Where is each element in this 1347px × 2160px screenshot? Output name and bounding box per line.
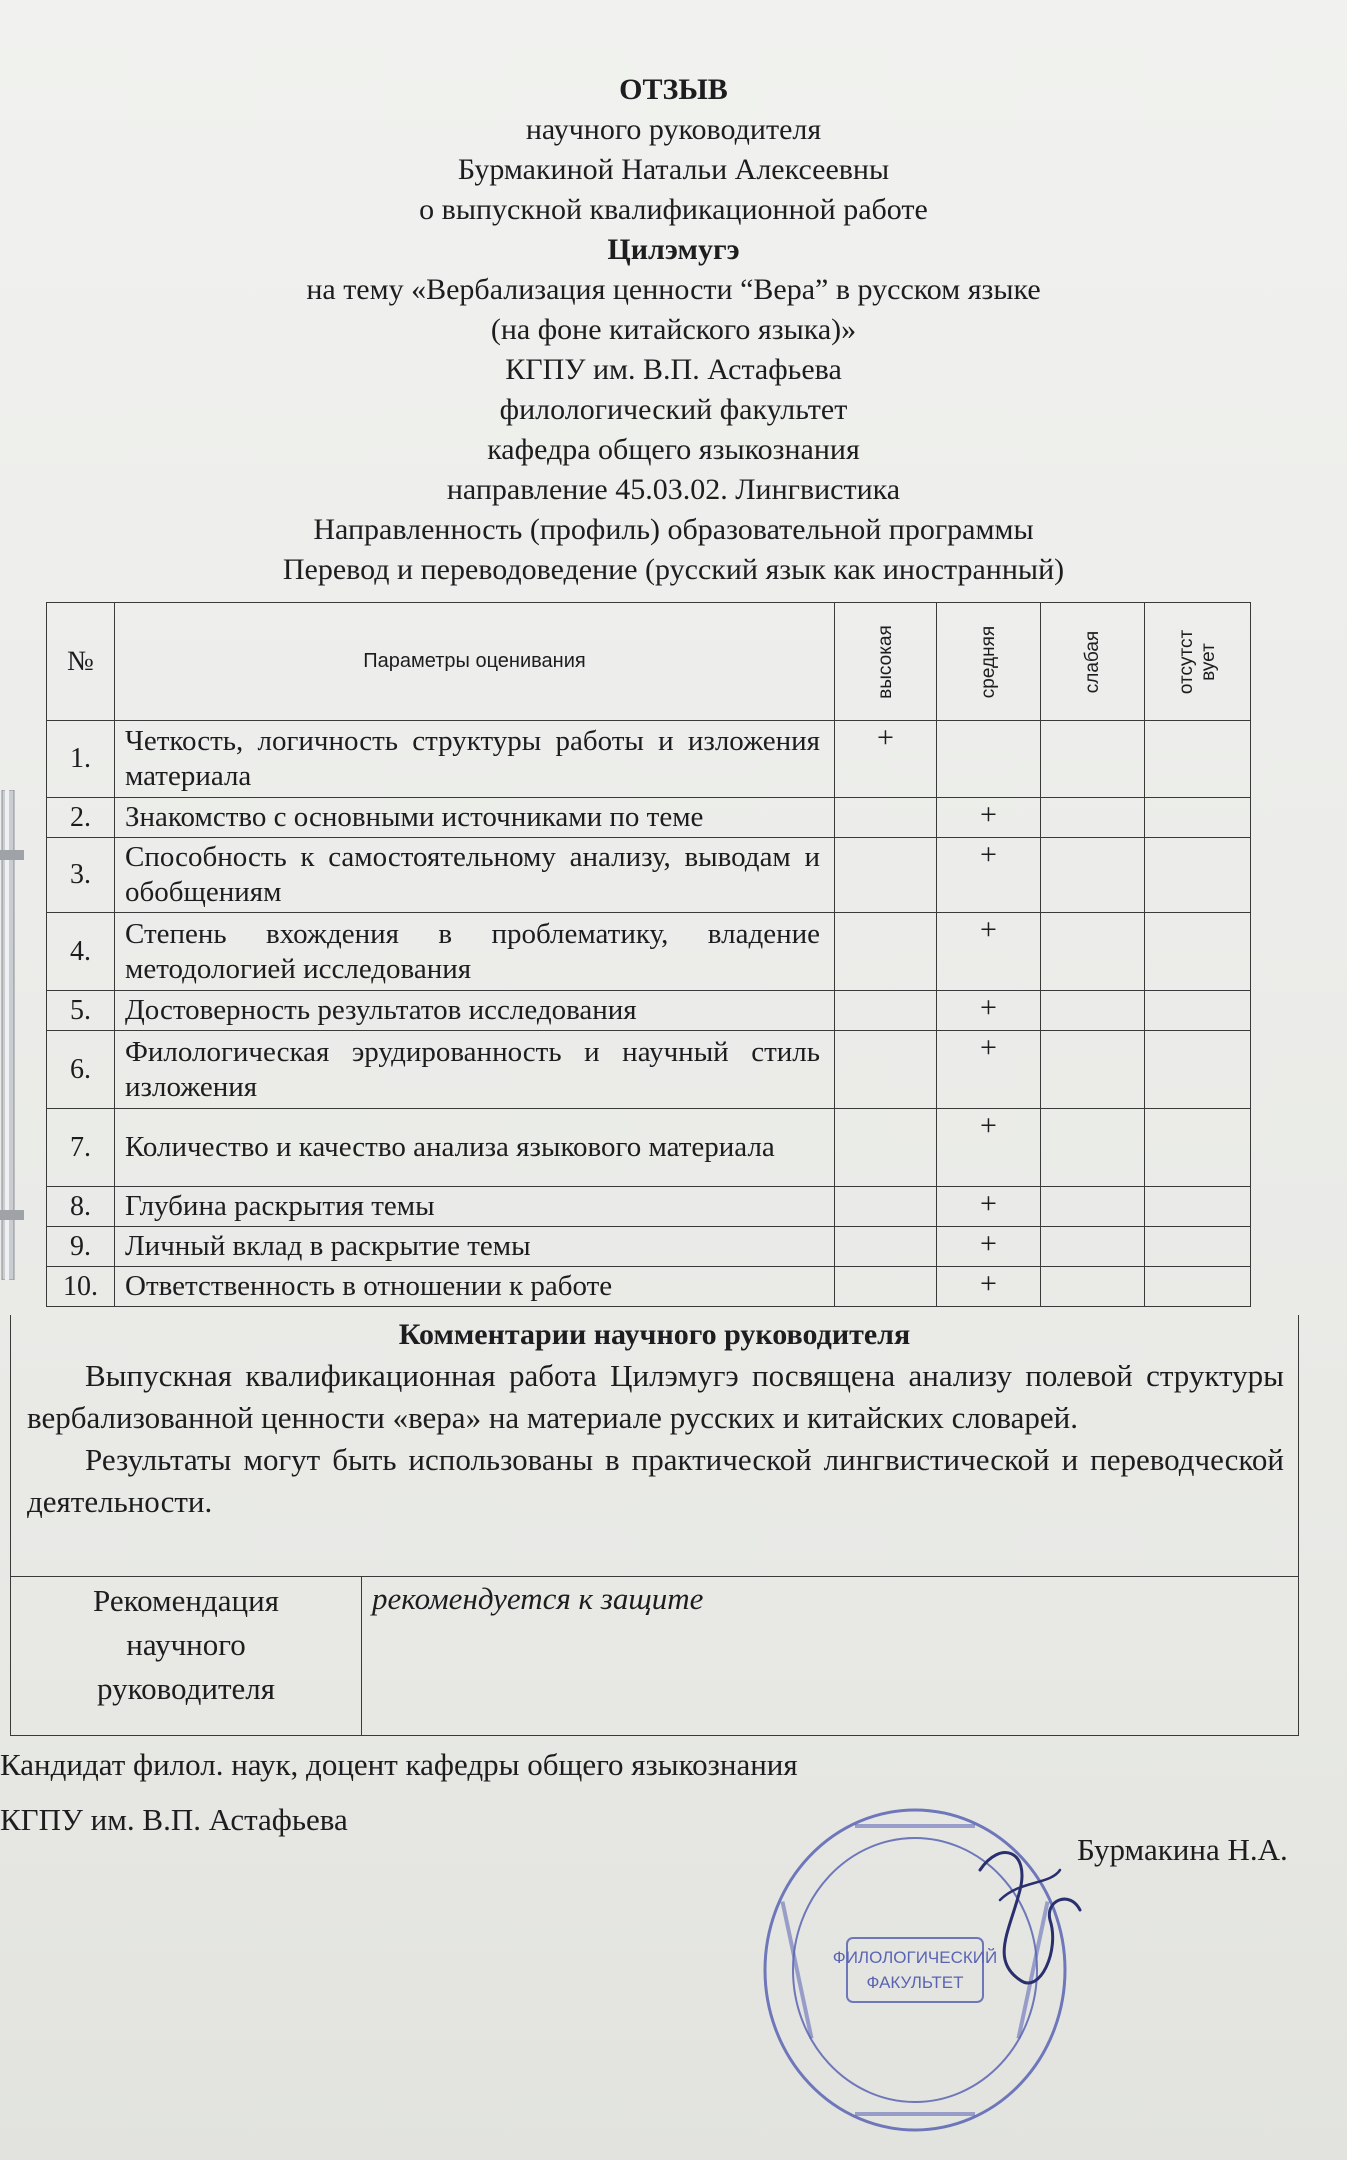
comment-paragraph: Выпускная квалификационная работа Цилэмугэ посвящена анализу полевой структуры вербализованной ценности «вера» на материале русских и китайских словарей.	[27, 1358, 1284, 1435]
mark-weak	[1041, 1227, 1145, 1267]
mark-weak	[1041, 1187, 1145, 1227]
mark-medium: +	[937, 1267, 1041, 1307]
row-number: 9.	[47, 1227, 115, 1267]
mark-weak	[1041, 798, 1145, 838]
supervisor-name: Бурмакиной Натальи Алексеевны	[457, 153, 890, 186]
document-title: ОТЗЫВ	[619, 73, 728, 106]
recommendation-row	[10, 1576, 1299, 1736]
row-parameter: Четкость, логичность структуры работы и изложения материала	[115, 721, 835, 798]
comments-section	[10, 1315, 1299, 1577]
header-number: №	[47, 603, 115, 721]
row-number: 10.	[47, 1267, 115, 1307]
table-row	[47, 838, 1251, 913]
row-number: 1.	[47, 721, 115, 798]
faculty: филологический факультет	[499, 393, 848, 426]
table-header-row	[47, 603, 1251, 721]
mark-medium: +	[937, 1187, 1041, 1227]
mark-high	[835, 991, 937, 1031]
recommendation-label: Рекомендация научного руководителя	[11, 1577, 362, 1735]
mark-absent	[1145, 838, 1251, 913]
mark-high	[835, 1267, 937, 1307]
mark-weak	[1041, 838, 1145, 913]
mark-high: +	[835, 721, 937, 798]
table-row	[47, 1109, 1251, 1187]
row-parameter: Количество и качество анализа языкового материала	[115, 1109, 835, 1187]
comment-paragraph: Результаты могут быть использованы в практической лингвистической и переводческой деятельности.	[27, 1442, 1284, 1519]
header-high: высокая	[835, 603, 937, 721]
mark-high	[835, 913, 937, 991]
direction: направление 45.03.02. Лингвистика	[446, 473, 901, 506]
mark-medium: +	[937, 1031, 1041, 1109]
mark-weak	[1041, 1031, 1145, 1109]
header-params: Параметры оценивания	[115, 603, 835, 721]
mark-absent	[1145, 1187, 1251, 1227]
table-row	[47, 1267, 1251, 1307]
profile-label: Направленность (профиль) образовательной программы	[313, 513, 1034, 546]
header-weak: слабая	[1041, 603, 1145, 721]
mark-medium: +	[937, 1227, 1041, 1267]
mark-medium: +	[937, 798, 1041, 838]
mark-weak	[1041, 991, 1145, 1031]
topic-line-2: (на фоне китайского языка)»	[490, 313, 857, 346]
row-parameter: Ответственность в отношении к работе	[115, 1267, 835, 1307]
table-row	[47, 991, 1251, 1031]
mark-weak	[1041, 721, 1145, 798]
row-parameter: Степень вхождения в проблематику, владение методологией исследования	[115, 913, 835, 991]
mark-medium	[937, 721, 1041, 798]
row-parameter: Филологическая эрудированность и научный стиль изложения	[115, 1031, 835, 1109]
university: КГПУ им. В.П. Астафьева	[505, 353, 842, 386]
student-name: Цилэмугэ	[607, 233, 740, 266]
reviewer-role: научного руководителя	[525, 113, 822, 146]
signer-name: Бурмакина Н.А.	[1077, 1832, 1288, 1867]
comments-title: Комментарии научного руководителя	[398, 1318, 911, 1351]
row-parameter: Достоверность результатов исследования	[115, 991, 835, 1031]
table-row	[47, 798, 1251, 838]
mark-absent	[1145, 798, 1251, 838]
table-row	[47, 1187, 1251, 1227]
mark-absent	[1145, 913, 1251, 991]
mark-high	[835, 1227, 937, 1267]
department: кафедра общего языкознания	[487, 433, 860, 466]
mark-absent	[1145, 991, 1251, 1031]
table-row	[47, 1031, 1251, 1109]
mark-high	[835, 798, 937, 838]
svg-text:ФИЛОЛОГИЧЕСКИЙ: ФИЛОЛОГИЧЕСКИЙ	[832, 1948, 998, 1967]
svg-text:ФАКУЛЬТЕТ: ФАКУЛЬТЕТ	[866, 1973, 964, 1992]
mark-weak	[1041, 913, 1145, 991]
table-row	[47, 1227, 1251, 1267]
work-type: о выпускной квалификационной работе	[419, 193, 928, 226]
topic-line-1: на тему «Вербализация ценности “Вера” в русском языке	[306, 273, 1041, 306]
row-parameter: Личный вклад в раскрытие темы	[115, 1227, 835, 1267]
mark-absent	[1145, 721, 1251, 798]
row-parameter: Знакомство с основными источниками по теме	[115, 798, 835, 838]
signature-icon	[960, 1830, 1090, 2020]
row-parameter: Способность к самостоятельному анализу, выводам и обобщениям	[115, 838, 835, 913]
table-row	[47, 913, 1251, 991]
profile: Перевод и переводоведение (русский язык как иностранный)	[282, 553, 1065, 586]
binder-clip-icon	[0, 790, 24, 1280]
mark-medium: +	[937, 1109, 1041, 1187]
row-parameter: Глубина раскрытия темы	[115, 1187, 835, 1227]
header-absent: отсутст вует	[1145, 603, 1251, 721]
mark-weak	[1041, 1109, 1145, 1187]
mark-absent	[1145, 1031, 1251, 1109]
evaluation-table	[46, 602, 1251, 1307]
document-header	[0, 70, 1347, 590]
table-row	[47, 721, 1251, 798]
mark-high	[835, 1031, 937, 1109]
mark-medium: +	[937, 913, 1041, 991]
mark-high	[835, 1109, 937, 1187]
row-number: 5.	[47, 991, 115, 1031]
mark-medium: +	[937, 991, 1041, 1031]
recommendation-value: рекомендуется к защите	[372, 1581, 704, 1616]
mark-absent	[1145, 1109, 1251, 1187]
mark-high	[835, 838, 937, 913]
row-number: 6.	[47, 1031, 115, 1109]
signer-university: КГПУ им. В.П. Астафьева	[0, 1802, 348, 1837]
row-number: 2.	[47, 798, 115, 838]
mark-absent	[1145, 1227, 1251, 1267]
signer-position: Кандидат филол. наук, доцент кафедры общего языкознания	[0, 1747, 798, 1782]
header-medium: средняя	[937, 603, 1041, 721]
mark-weak	[1041, 1267, 1145, 1307]
row-number: 7.	[47, 1109, 115, 1187]
row-number: 8.	[47, 1187, 115, 1227]
mark-medium: +	[937, 838, 1041, 913]
mark-high	[835, 1187, 937, 1227]
row-number: 4.	[47, 913, 115, 991]
mark-absent	[1145, 1267, 1251, 1307]
row-number: 3.	[47, 838, 115, 913]
